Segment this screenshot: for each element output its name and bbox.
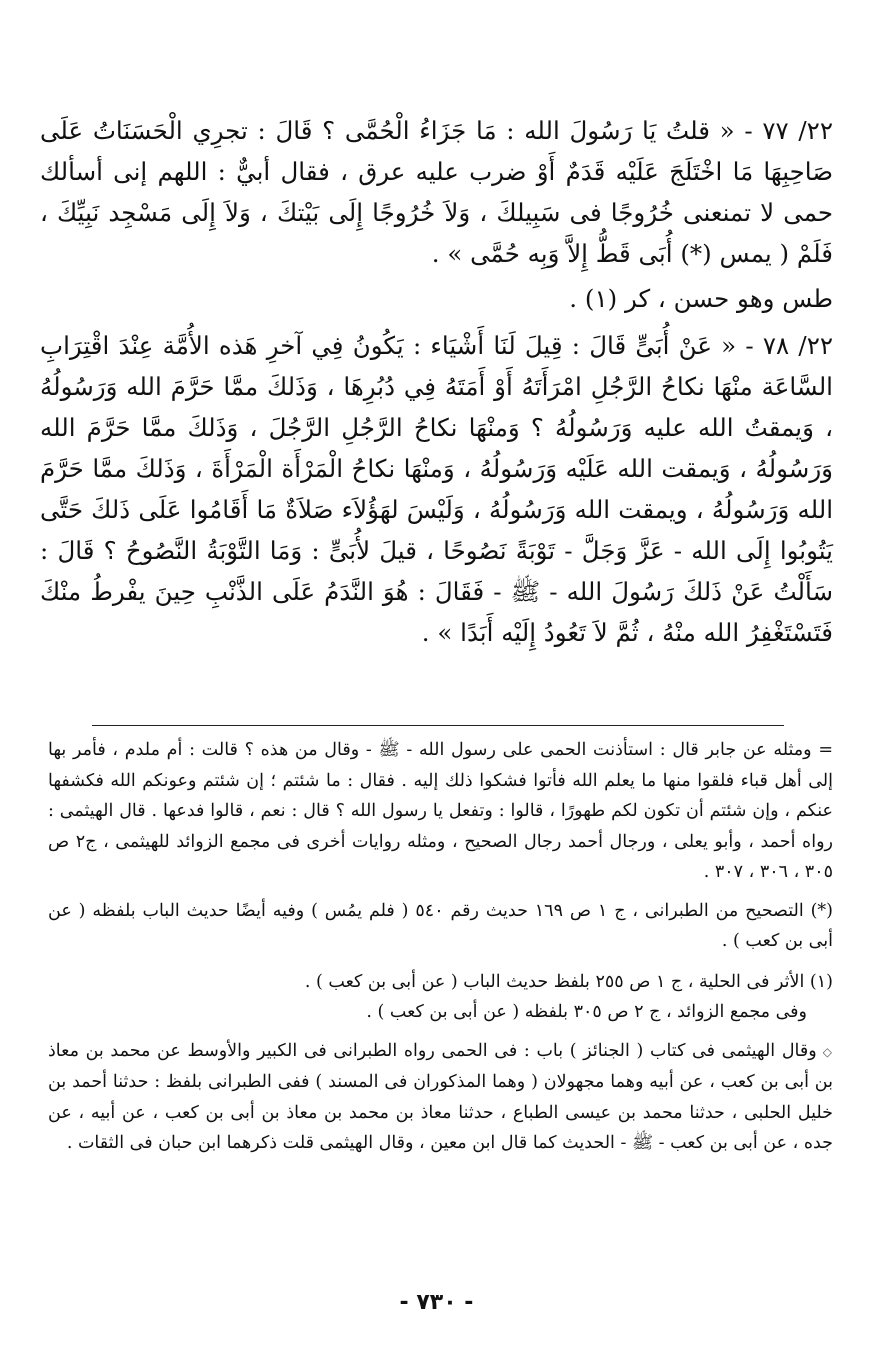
footnote-one-b: وفى مجمع الزوائد ، ج ٢ ص ٣٠٥ بلفظه ( عن أبى بن كعب ) . [366, 1002, 807, 1022]
hadith-78: ٢٢/ ٧٨ - « عَنْ أُبَىٍّ قَالَ : قِيلَ لَنَا أَشْيَاء : يَكُونُ فِي آخرِ هَذه الأُمَّة عِنْدَ اقْتِرَابِ السَّاعَة منْهَا نكاحُ الرَّجُلِ امْرَأَتَهُ أَوْ أَمَتَهُ فِي دُبُرِهَا ، وَذَلكَ ممَّا حَرَّمَ الله وَرَسُولُهُ ، وَيمقتُ الله عليه وَرَسُولُهُ ؟ وَمنْهَا نكاحُ الرَّجُلِ الرَّجُلَ ، وَذَلكَ ممَّا حَرَّمَ الله وَرَسُولُهُ ، وَيمقت الله عَلَيْه وَرَسُولُهُ ، وَمنْهَا نكاحُ الْمَرْأَة الْمَرْأَةَ ، وَذَلكَ ممَّا حَرَّمَ الله وَرَسُولُهُ ، ويمقت الله وَرَسُولُهُ ، وَلَيْسَ لهَؤُلاَء صَلاَةٌ مَا أَقَامُوا عَلَى ذَلكَ حَتَّى يَتُوبُوا إِلَى الله - عَزَّ وَجَلَّ - تَوْبَةً نَصُوحًا ، قيلَ لأُبَىٍّ : وَمَا التَّوْبَةُ النَّصُوحُ ؟ قَالَ : سَأَلْتُ عَنْ ذَلكَ رَسُولَ الله - ﷺ - فَقَالَ : هُوَ النَّدَمُ عَلَى الذَّنْبِ حِينَ يفْرطُ منْكَ فَتَسْتَغْفِرُ الله منْهُ ، ثُمَّ لاَ تَعُودُ إِلَيْه أَبَدًا » . [40, 331, 834, 647]
footnote-divider [92, 725, 784, 726]
page-number: - ٧٣٠ - [399, 1290, 474, 1315]
footnotes [48, 735, 833, 1159]
hadith-77: ٢٢/ ٧٧ - « قلتُ يَا رَسُولَ الله : مَا جَزَاءُ الْحُمَّى ؟ قَالَ : تجرِي الْحَسَنَاتُ عَلَى صَاحِبِهَا مَا اخْتَلَجَ عَلَيْه قَدَمٌ أَوْ ضرب عليه عرق ، فقال أبيٌّ : اللهم إنى أسألك حمى لا تمنعنى خُرُوجًا فى سَبِيلكَ ، وَلاَ خُرُوجًا إِلَى بَيْتكَ ، وَلاَ إِلَى مَسْجِد نَبِيِّكَ ، فَلَمْ ( يمس (*) أُبَى قَطُّ إِلاَّ وَبِه حُمَّى » . [40, 116, 833, 268]
footnote-one-a: (١) الأثر فى الحلية ، ج ١ ص ٢٥٥ بلفظ حديث الباب ( عن أبى بن كعب ) . [304, 971, 833, 992]
footnote-continuation: = ومثله عن جابر قال : استأذنت الحمى على رسول الله - ﷺ - وقال من هذه ؟ قالت : أم ملدم ، فأمر بها إلى أهل قباء فلقوا منها ما يعلم الله فأتوا فشكوا ذلك إليه . فقال : ما شئتم ؛ إن شئتم وعونكم الله فكشفها عنكم ، وإن شئتم أن تكون لكم طهورًا ، قالوا : وتفعل يا رسول الله ؟ قال : نعم ، قالوا فدعها . قال الهيثمى : رواه أحمد ، وأبو يعلى ، ورجال أحمد رجال الصحيح ، ومثله روايات أخرى فى مجمع الزوائد للهيثمى ، ج٢ ص ٣٠٥ ، ٣٠٦ ، ٣٠٧ . [48, 740, 833, 882]
diamond-bullet-icon: ◇ [822, 1044, 833, 1059]
footnote-star: (*) التصحيح من الطبرانى ، ج ١ ص ١٦٩ حديث رقم ٥٤٠ ( فلم يمُس ) وفيه أيضًا حديث الباب بلفظه ( عن أبى بن كعب ) . [48, 900, 833, 951]
footnote-bullet [48, 1036, 833, 1159]
hadith-77-source: طس وهو حسن ، كر (١) . [569, 284, 833, 313]
footnote-bullet-text: وقال الهيثمى فى كتاب ( الجنائز ) باب : فى الحمى رواه الطبرانى فى الكبير والأوسط عن محمد بن معاذ بن أبى بن كعب ، عن أبيه وهما مجهولان ( وهما المذكوران فى المسند ) ففى الطبرانى بلفظ : حدثنا أحمد بن خليل الحلبى ، حدثنا محمد بن عيسى الطباع ، حدثنا معاذ بن محمد بن معاذ بن أبى بن كعب ، عن أبيه ، عن جده ، عن أبى بن كعب - ﷺ - الحديث كما قال ابن معين ، وقال الهيثمى قلت ذكرهما ابن حبان فى الثقات . [48, 1040, 833, 1153]
main-text [40, 110, 833, 653]
